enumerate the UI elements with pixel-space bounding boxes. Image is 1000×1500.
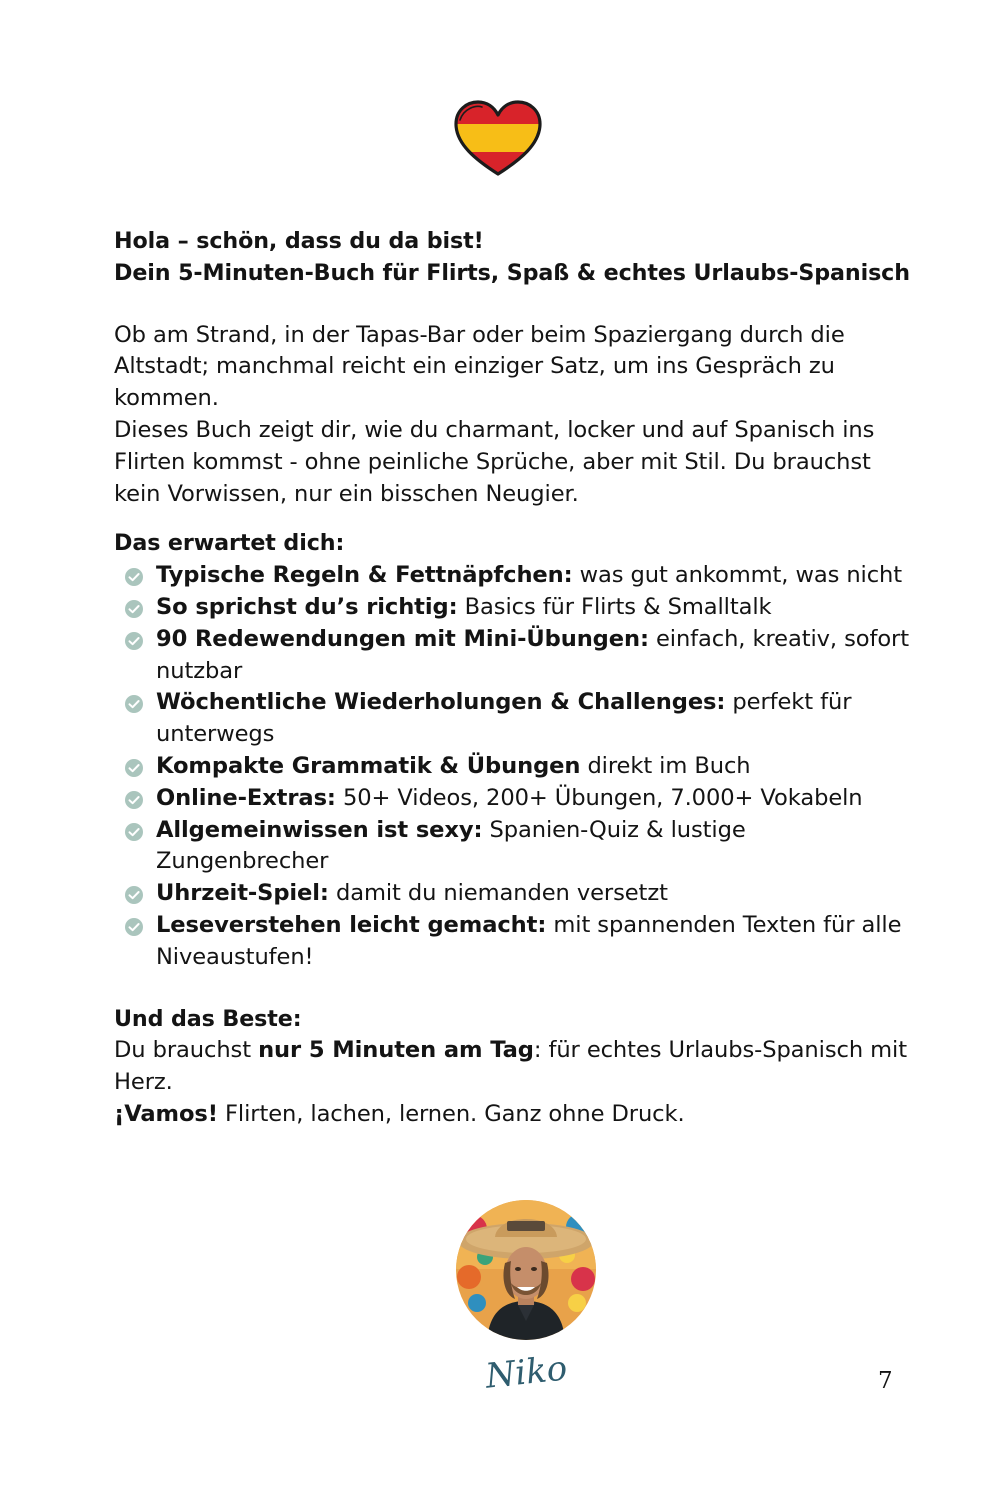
list-item <box>114 560 924 592</box>
features-heading: Das erwartet dich: <box>114 530 345 557</box>
feature-title: Uhrzeit-Spiel: <box>156 880 329 907</box>
check-circle-icon <box>124 822 144 842</box>
check-circle-icon <box>124 599 144 619</box>
intro-paragraph-2: Dieses Buch zeigt dir, wie du charmant, locker und auf Spanisch ins Flirten kommst - ohne peinliche Sprüche, aber mit Stil. Du brauchst kein Vorwissen, nur ein bisschen Neugier. <box>114 416 875 507</box>
feature-text: einfach, kreativ, sofort nutzbar <box>156 625 909 684</box>
feature-text: Basics für Flirts & Smalltalk <box>457 593 772 620</box>
check-circle-icon <box>124 567 144 587</box>
feature-text: was gut ankommt, was nicht <box>572 562 903 589</box>
list-item <box>114 687 924 751</box>
list-item <box>114 783 924 815</box>
best-line-2-text: Flirten, lachen, lernen. Ganz ohne Druck. <box>217 1100 685 1127</box>
list-item <box>114 815 924 879</box>
list-item <box>114 751 924 783</box>
best-line-1-bold: nur 5 Minuten am Tag <box>258 1037 534 1064</box>
author-signature <box>482 1338 566 1404</box>
page-number: 7 <box>878 1368 893 1394</box>
feature-text: 50+ Videos, 200+ Übungen, 7.000+ Vokabeln <box>335 784 863 811</box>
check-circle-icon <box>124 790 144 810</box>
author-photo <box>455 1199 597 1341</box>
feature-title: 90 Redewendungen mit Mini-Übungen: <box>156 625 649 652</box>
check-circle-icon <box>124 917 144 937</box>
best-line-1 <box>114 1035 924 1099</box>
check-circle-icon <box>124 631 144 651</box>
list-item <box>114 878 924 910</box>
feature-title: Leseverstehen leicht gemacht: <box>156 911 547 938</box>
list-item <box>114 910 924 974</box>
feature-text: Spanien-Quiz & lustige Zungenbrecher <box>156 816 746 875</box>
feature-title: Wöchentliche Wiederholungen & Challenges: <box>156 689 726 716</box>
spain-flag-heart-icon <box>452 98 544 180</box>
list-item <box>114 624 924 688</box>
signature-text: Niko <box>483 1348 566 1397</box>
feature-title: Kompakte Grammatik & Übungen <box>156 752 581 779</box>
feature-text: mit spannenden Texten für alle Niveaustufen! <box>156 911 902 970</box>
feature-text: direkt im Buch <box>580 752 751 779</box>
check-circle-icon <box>124 885 144 905</box>
intro-heading-1: Hola – schön, dass du da bist! <box>114 228 484 254</box>
check-circle-icon <box>124 758 144 778</box>
feature-title: So sprichst du’s richtig: <box>156 593 458 620</box>
best-heading: Und das Beste: <box>114 1005 302 1032</box>
feature-text: perfekt für unterwegs <box>156 689 852 748</box>
feature-title: Typische Regeln & Fettnäpfchen: <box>156 562 573 589</box>
feature-title: Online-Extras: <box>156 784 336 811</box>
page-content <box>114 226 924 1131</box>
best-line-2 <box>114 1099 924 1131</box>
list-item <box>114 592 924 624</box>
features-list <box>114 560 924 973</box>
intro-paragraph-1: Ob am Strand, in der Tapas-Bar oder beim Spaziergang durch die Altstadt; manchmal reicht ein einziger Satz, um ins Gespräch zu kommen. <box>114 321 845 412</box>
vamos-text: ¡Vamos! <box>114 1100 218 1127</box>
feature-title: Allgemeinwissen ist sexy: <box>156 816 483 843</box>
intro-heading-2: Dein 5-Minuten-Buch für Flirts, Spaß & echtes Urlaubs-Spanisch <box>114 259 910 286</box>
best-line-1-post: : für echtes Urlaubs-Spanisch mit Herz. <box>114 1037 907 1096</box>
check-circle-icon <box>124 694 144 714</box>
best-line-1-pre: Du brauchst <box>114 1037 259 1064</box>
feature-text: damit du niemanden versetzt <box>328 880 668 907</box>
